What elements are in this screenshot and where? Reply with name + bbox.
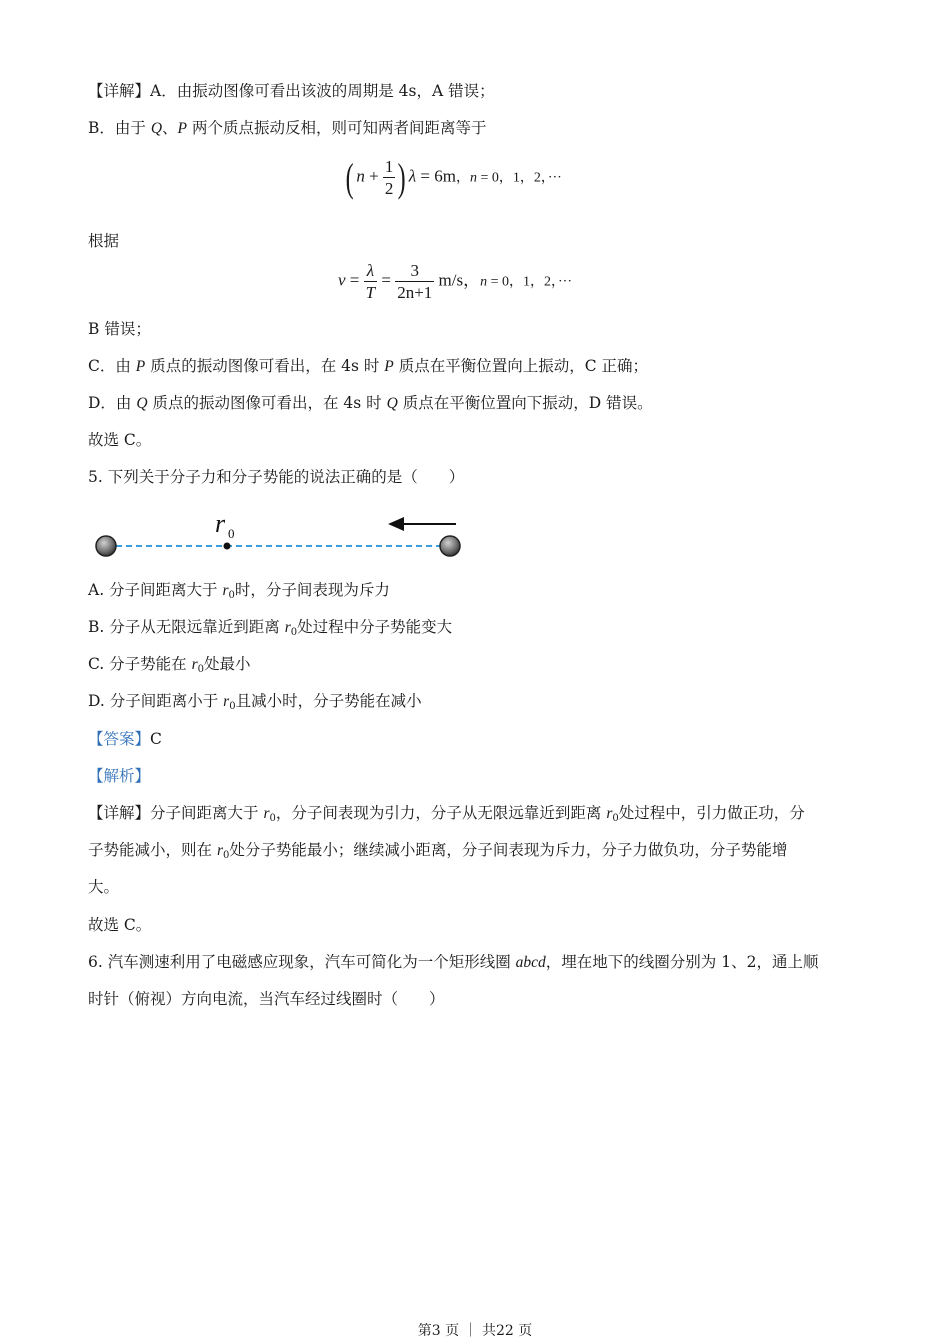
equation-wavelength: ( n + $\frac{1}{2}$ ) λ = 6m，n = 0，1，2，··· <box>345 155 562 200</box>
q5-option-c: C. 分子势能在 $r_0$处最小 <box>88 655 251 675</box>
q6-stem-line2: 时针（俯视）方向电流，当汽车经过线圈时（ ） <box>88 990 445 1008</box>
molecule-figure <box>88 505 478 565</box>
q4-detail-d: D．由 Q 质点的振动图像可看出，在 4s 时 Q 质点在平衡位置向下振动，D 错误。 <box>88 394 653 412</box>
q5-choose: 故选 C。 <box>88 916 152 934</box>
q4-detail-c: C．由 P 质点的振动图像可看出，在 4s 时 P 质点在平衡位置向上振动，C 正确； <box>88 357 648 375</box>
molecule-left <box>96 536 116 556</box>
q6-stem-line1: 6. 汽车测速利用了电磁感应现象，汽车可简化为一个矩形线圈 abcd，埋在地下的线圈分别为 1、2，通上顺 <box>88 953 819 971</box>
q4-genju: 根据 <box>88 232 120 250</box>
arrow-left-icon <box>388 517 404 531</box>
q5-detail-line1: 【详解】分子间距离大于 $r_0$，分子间表现为引力，分子从无限远靠近到距离 $r_0$处过程中，引力做正功，分 <box>88 804 805 824</box>
q5-detail-line2: 子势能减小，则在 $r_0$处分子势能最小；继续减小距离，分子间表现为斥力，分子力做负功，分子势能增 <box>88 841 788 861</box>
equation-velocity: v = $\frac{\lambda}{T}$ = $\frac{3}{2n+1}$ m/s，n = 0，1，2，··· <box>338 261 572 302</box>
r0-point <box>224 543 231 550</box>
q4-detail-b: B．由于 Q、P 两个质点振动反相，则可知两者间距离等于 <box>88 119 487 137</box>
q4-b-wrong: B 错误； <box>88 320 151 338</box>
q5-option-b: B. 分子从无限远靠近到距离 $r_0$处过程中分子势能变大 <box>88 618 453 638</box>
q5-answer: 【答案】C <box>88 730 162 748</box>
r0-label-sub: 0 <box>228 526 235 541</box>
r0-label: r <box>215 509 226 538</box>
page-footer: 第3 页 ｜ 共22 页 <box>417 1323 533 1339</box>
q5-option-d: D. 分子间距离小于 $r_0$且减小时，分子势能在减小 <box>88 692 422 712</box>
q5-stem: 5. 下列关于分子力和分子势能的说法正确的是（ ） <box>88 468 465 486</box>
q5-option-a: A. 分子间距离大于 $r_0$时，分子间表现为斥力 <box>88 581 390 601</box>
q4-detail-a: 【详解】A．由振动图像可看出该波的周期是 4s，A 错误； <box>88 82 495 100</box>
q4-choose: 故选 C。 <box>88 431 152 449</box>
q5-detail-line3: 大。 <box>88 878 120 896</box>
q5-analysis-tag: 【解析】 <box>88 767 151 785</box>
molecule-right <box>440 536 460 556</box>
